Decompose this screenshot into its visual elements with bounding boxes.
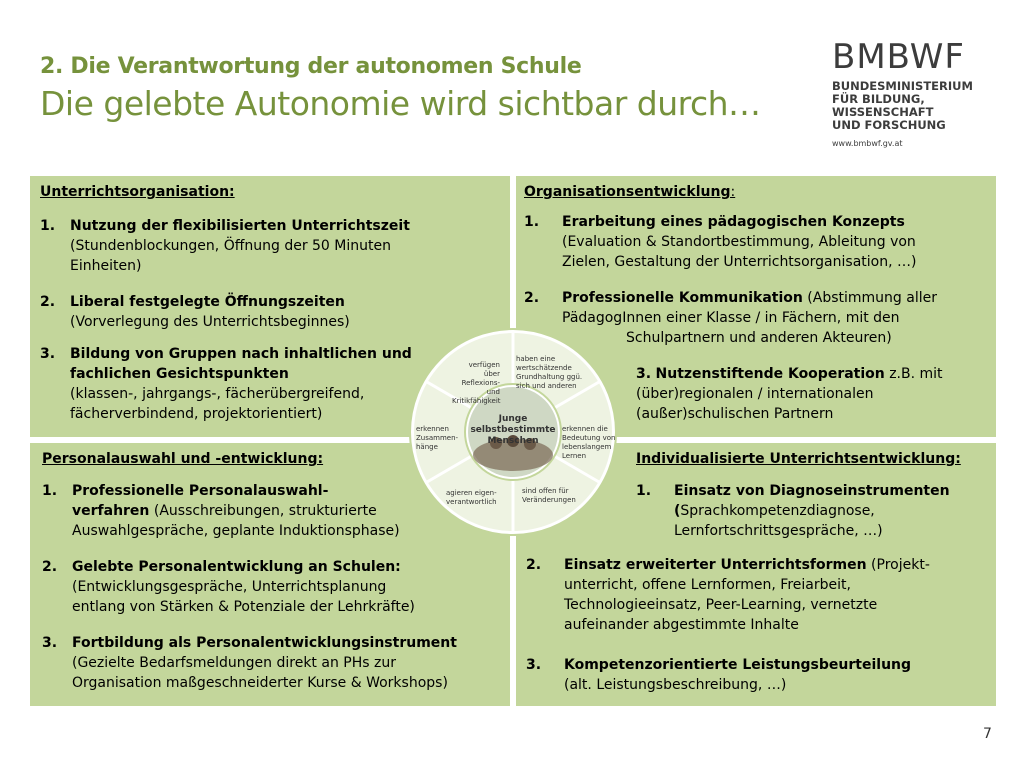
item-text: (Evaluation & Standortbestimmung, Ableitung von — [562, 234, 916, 250]
item-text: (alt. Leistungsbeschreibung, …) — [564, 677, 787, 693]
item-heading: Gelebte Personalentwicklung an Schulen: — [72, 559, 401, 575]
item-text: (Gezielte Bedarfsmeldungen direkt an PHs zur — [72, 655, 396, 671]
item-heading: Nutzenstiftende Kooperation — [655, 366, 885, 382]
item-heading: Einsatz erweiterter Unterrichtsformen — [564, 557, 867, 573]
item-heading: Einsatz von Diagnoseinstrumenten — [674, 483, 950, 499]
item-text: (Abstimmung aller — [802, 290, 937, 306]
logo-line: BUNDESMINISTERIUM — [832, 79, 973, 93]
item-heading: Bildung von Gruppen nach inhaltlichen und — [70, 346, 412, 362]
circle-segment-label: agieren eigen- verantwortlich — [446, 489, 497, 506]
slide-subtitle: 2. Die Verantwortung der autonomen Schule — [40, 54, 582, 79]
item-text: z.B. mit — [884, 366, 943, 382]
item-number: 3. — [42, 635, 58, 651]
item-text: Zielen, Gestaltung der Unterrichtsorganisation, …) — [562, 254, 917, 270]
item-text: (Projekt- — [866, 557, 930, 573]
item-text: Lernfortschrittsgespräche, …) — [674, 523, 883, 539]
item-number: 3. — [526, 657, 542, 673]
item-text: (klassen-, jahrgangs-, fächerübergreifend, — [70, 386, 365, 402]
item-text: Einheiten) — [70, 258, 142, 274]
circle-segment-label: verfügen über Reflexions- und Kritikfähigkeit — [452, 361, 501, 405]
item-text: (über)regionalen / internationalen — [636, 386, 874, 402]
item-number: 3. — [636, 366, 652, 382]
item-text: entlang von Stärken & Potenziale der Lehrkräfte) — [72, 599, 415, 615]
list-item — [40, 292, 350, 332]
list-item — [526, 555, 930, 635]
item-text: Auswahlgespräche, geplante Induktionsphase) — [72, 523, 400, 539]
item-text: Sprachkompetenzdiagnose, — [680, 503, 875, 519]
item-text: Organisation maßgeschneiderter Kurse & Workshops) — [72, 675, 448, 691]
logo-url: www.bmbwf.gv.at — [832, 139, 903, 148]
item-heading: Liberal festgelegte Öffnungszeiten — [70, 294, 345, 310]
item-text: (Vorverlegung des Unterrichtsbeginnes) — [70, 314, 350, 330]
item-text: PädagogInnen einer Klasse / in Fächern, mit den — [562, 310, 900, 326]
item-number: 1. — [636, 483, 652, 499]
item-heading: verfahren — [72, 503, 150, 519]
item-number: 1. — [524, 214, 540, 230]
list-item — [526, 655, 911, 695]
item-heading: Nutzung der flexibilisierten Unterrichtszeit — [70, 218, 410, 234]
panel-title: Organisationsentwicklung: — [524, 184, 736, 200]
bmbwf-logo — [832, 37, 1024, 148]
item-heading: Fortbildung als Personalentwicklungsinstrument — [72, 635, 457, 651]
list-item — [42, 633, 457, 693]
list-item — [42, 557, 415, 617]
item-text: Technologieeinsatz, Peer-Learning, vernetzte — [564, 597, 878, 613]
circle-segment-label: erkennen die Bedeutung von lebenslangem Lernen — [562, 425, 616, 460]
circle-segment-label: erkennen Zusammen- hänge — [416, 425, 459, 451]
circle-center-label: Junge selbstbestimmte Menschen — [470, 414, 556, 446]
item-text: (Ausschreibungen, strukturierte — [149, 503, 377, 519]
slide-title: Die gelebte Autonomie wird sichtbar durch… — [40, 84, 761, 123]
list-item — [40, 216, 410, 276]
item-number: 2. — [40, 294, 56, 310]
page-number: 7 — [983, 726, 992, 742]
item-heading: Professionelle Kommunikation — [562, 290, 803, 306]
item-number: 1. — [40, 218, 56, 234]
circle-segment-label: haben eine wertschätzende Grundhaltung ggü. sich und anderen — [516, 355, 583, 390]
item-number: 2. — [42, 559, 58, 575]
item-text: aufeinander abgestimmte Inhalte — [564, 617, 799, 633]
item-heading: Professionelle Personalauswahl- — [72, 483, 329, 499]
item-text: fächerverbindend, projektorientiert) — [70, 406, 323, 422]
list-item — [40, 344, 412, 424]
panel-title: Unterrichtsorganisation: — [40, 184, 235, 200]
logo-line: UND FORSCHUNG — [832, 118, 946, 132]
item-number: 2. — [526, 557, 542, 573]
logo-wordmark: BMBWF — [832, 37, 965, 77]
panel-title: Individualisierte Unterrichtsentwicklung: — [636, 451, 961, 467]
competence-circle — [408, 327, 618, 537]
item-text: (Stundenblockungen, Öffnung der 50 Minuten — [70, 238, 391, 254]
circle-segment-label: sind offen für Veränderungen — [522, 487, 576, 504]
item-number: 1. — [42, 483, 58, 499]
item-number: 2. — [524, 290, 540, 306]
item-text: (Entwicklungsgespräche, Unterrichtsplanung — [72, 579, 387, 595]
item-heading: fachlichen Gesichtspunkten — [70, 366, 289, 382]
item-number: 3. — [40, 346, 56, 362]
list-item: 1. Einsatz von Diagnoseinstrumenten (Sprachkompetenzdiagnose, Lernfortschrittsgespräche, …) — [636, 483, 950, 539]
item-text: Schulpartnern und anderen Akteuren) — [626, 330, 892, 346]
list-item — [636, 364, 943, 424]
item-text: unterricht, offene Lernformen, Freiarbeit, — [564, 577, 851, 593]
list-item — [524, 212, 916, 272]
item-heading: Kompetenzorientierte Leistungsbeurteilung — [564, 657, 912, 673]
item-heading: Erarbeitung eines pädagogischen Konzepts — [562, 214, 905, 230]
list-item — [42, 481, 400, 541]
item-text: (außer)schulischen Partnern — [636, 406, 834, 422]
logo-line: FÜR BILDUNG, WISSENSCHAFT — [832, 92, 934, 119]
panel-title: Personalauswahl und -entwicklung: — [42, 451, 324, 467]
